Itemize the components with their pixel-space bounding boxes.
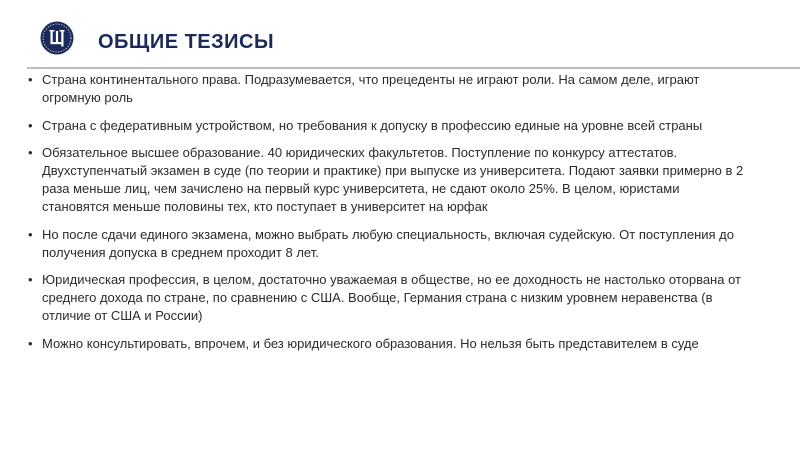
bullet-list bbox=[28, 71, 748, 362]
hse-university-logo-icon bbox=[40, 21, 74, 55]
bullet-text: Обязательное высшее образование. 40 юридических факультетов. Поступление по конкурсу аттестатов. Двухступенчатый экзамен в суде (по теории и практике) при выпуске из университета. Подают заявки примерно в 2 раза меньше лиц, чем зачислено на первый курс университета, не сдают около 25%. В целом, юристами становятся меньше половины тех, кто поступает в университет на юрфак bbox=[42, 145, 744, 214]
bullet-item bbox=[28, 335, 748, 353]
bullet-text: Юридическая профессия, в целом, достаточно уважаемая в обществе, но ее доходность не настолько оторвана от среднего дохода по стране, по сравнению с США. Вообще, Германия страна с низким уровнем неравенства (в отличие от США и России) bbox=[42, 272, 741, 323]
bullet-text: Но после сдачи единого экзамена, можно выбрать любую специальность, включая судейскую. От поступления до получения допуска в среднем проходит 8 лет. bbox=[42, 226, 734, 260]
page-title: ОБЩИЕ ТЕЗИСЫ bbox=[98, 31, 275, 53]
bullet-dot-icon: • bbox=[28, 335, 33, 351]
bullet-item bbox=[28, 71, 748, 107]
bullet-item bbox=[28, 226, 748, 262]
bullet-dot-icon: • bbox=[28, 72, 33, 87]
bullet-dot-icon: • bbox=[28, 226, 33, 242]
bullet-dot-icon: • bbox=[28, 145, 33, 160]
header-divider bbox=[27, 67, 800, 69]
bullet-item bbox=[28, 144, 748, 216]
bullet-text: Страна с федеративным устройством, но требования к допуску в профессию единые на уровне всей страны bbox=[42, 117, 703, 133]
slide-header bbox=[0, 0, 800, 68]
bullet-text: Страна континентального права. Подразумевается, что прецеденты не играют роли. На самом деле, играют огромную роль bbox=[42, 72, 700, 105]
bullet-item bbox=[28, 271, 748, 325]
bullet-text: Можно консультировать, впрочем, и без юридического образования. Но нельзя быть представителем в суде bbox=[42, 335, 699, 351]
bullet-item bbox=[28, 117, 748, 135]
bullet-dot-icon: • bbox=[28, 272, 33, 287]
bullet-dot-icon: • bbox=[28, 117, 33, 133]
